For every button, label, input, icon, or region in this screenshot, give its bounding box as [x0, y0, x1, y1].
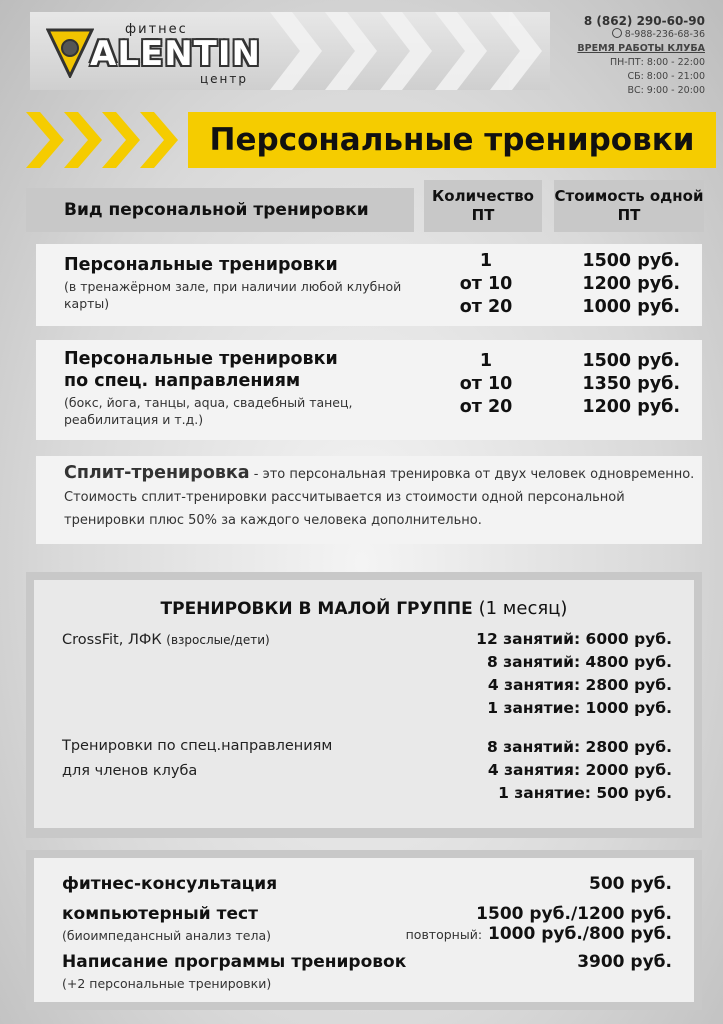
price-value: 1200 руб. [582, 274, 680, 294]
group-item-label [62, 734, 332, 784]
group-title [34, 598, 694, 619]
count-value: 1 [479, 351, 493, 371]
hours-label: ВРЕМЯ РАБОТЫ КЛУБА [577, 43, 705, 54]
row-counts [446, 350, 526, 419]
row-title: Персональные тренировки [64, 255, 338, 275]
group-price: 12 занятий: 6000 руб. [476, 630, 672, 648]
group-item-prices [487, 736, 672, 805]
group-price: 4 занятия: 2800 руб. [487, 676, 672, 694]
group-item-name-line2: для членов клуба [62, 763, 198, 779]
phone-whatsapp-line[interactable] [545, 28, 705, 42]
group-item-label [62, 628, 270, 653]
program-title: Написание программы тренировок [62, 952, 407, 972]
row-prices [540, 350, 680, 419]
group-price: 1 занятие: 500 руб. [498, 784, 672, 802]
count-value: от 20 [459, 297, 513, 317]
row-prices [540, 250, 680, 319]
hours-sunday: ВС: 9:00 - 20:00 [627, 85, 705, 96]
header [0, 0, 723, 110]
phone-main[interactable]: 8 (862) 290-60-90 [583, 14, 705, 28]
yellow-chevrons-icon [26, 112, 191, 168]
extra-services-panel [26, 850, 702, 1010]
row-title-line1: Персональные тренировки [64, 349, 338, 369]
program-subtitle: (+2 персональные тренировки) [62, 976, 272, 991]
phone-whatsapp[interactable]: 8-988-236-68-36 [624, 29, 705, 40]
logo-rest-text: ALENTIN [90, 34, 261, 74]
group-price: 1 занятие: 1000 руб. [487, 699, 672, 717]
price-value: 1500 руб. [582, 251, 680, 271]
price-value: 1200 руб. [582, 397, 680, 417]
row-subtitle: (бокс, йога, танцы, aqua, свадебный танец, реабилитация и т.д.) [64, 395, 353, 427]
group-item-prices [476, 628, 672, 720]
group-price: 4 занятия: 2000 руб. [487, 761, 672, 779]
price-value: 1350 руб. [582, 374, 680, 394]
hours-saturday: СБ: 8:00 - 21:00 [627, 71, 705, 82]
group-item-name-line1: Тренировки по спец.направлениям [62, 738, 333, 754]
split-title: Сплит-тренировка [64, 463, 250, 483]
page-title: Персональные тренировки [209, 122, 695, 158]
group-training-card [34, 580, 694, 828]
program-price: 3900 руб. [577, 952, 672, 972]
logo-wordmark [90, 34, 261, 74]
test-subtitle: (биоимпедансный анализ тела) [62, 928, 271, 943]
whatsapp-icon [612, 28, 622, 38]
logo-block [30, 12, 550, 90]
group-price: 8 занятий: 2800 руб. [486, 738, 672, 756]
test-repeat-label: повторный: [405, 927, 483, 942]
price-value: 1500 руб. [582, 351, 680, 371]
group-training-panel [26, 572, 702, 838]
row-subtitle: (в тренажёрном зале, при наличии любой клубной карты) [64, 279, 402, 311]
header-count: Количество ПТ [424, 180, 542, 232]
extra-services-card [34, 858, 694, 1002]
table-row [36, 244, 702, 326]
count-value: от 10 [459, 374, 513, 394]
hours-weekdays: ПН-ПТ: 8:00 - 22:00 [609, 57, 705, 68]
header-price: Стоимость одной ПТ [554, 180, 704, 232]
group-price: 8 занятий: 4800 руб. [486, 653, 672, 671]
count-value: от 10 [459, 274, 513, 294]
logo-bottom-text: центр [200, 72, 249, 86]
table-row [36, 340, 702, 440]
group-title-text: ТРЕНИРОВКИ В МАЛОЙ ГРУППЕ [160, 599, 473, 619]
price-value: 1000 руб. [582, 297, 680, 317]
title-banner [26, 112, 716, 172]
split-text: - это персональная тренировка от двух человек одновременно. Стоимость сплит-тренировки рассчитывается из стоимости одной персональной тренировки плюс 50% за каждого человека дополнительно. [64, 467, 695, 528]
group-title-paren: (1 месяц) [478, 598, 568, 619]
contacts-block [545, 14, 705, 98]
test-price: 1500 руб./1200 руб. [476, 904, 672, 924]
consult-title: фитнес-консультация [62, 874, 278, 894]
split-training-card [36, 456, 702, 544]
table-header [26, 180, 702, 232]
consult-price: 500 руб. [589, 874, 672, 894]
logo-emblem-icon [46, 28, 94, 78]
logo-top-text: фитнес [125, 22, 188, 37]
test-repeat-price: 1000 руб./800 руб. [487, 924, 672, 944]
group-item-name: CrossFit, ЛФК [62, 632, 162, 648]
count-value: от 20 [459, 397, 513, 417]
group-item-note: (взрослые/дети) [166, 633, 270, 647]
row-title-line2: по спец. направлениям [64, 371, 301, 391]
chevron-decoration-icon [270, 12, 550, 90]
split-description [64, 462, 702, 532]
test-title: компьютерный тест [62, 904, 258, 924]
header-kind: Вид персональной тренировки [26, 188, 414, 232]
title-box [188, 112, 716, 168]
row-counts [446, 250, 526, 319]
test-repeat [406, 924, 672, 944]
count-value: 1 [479, 251, 493, 271]
